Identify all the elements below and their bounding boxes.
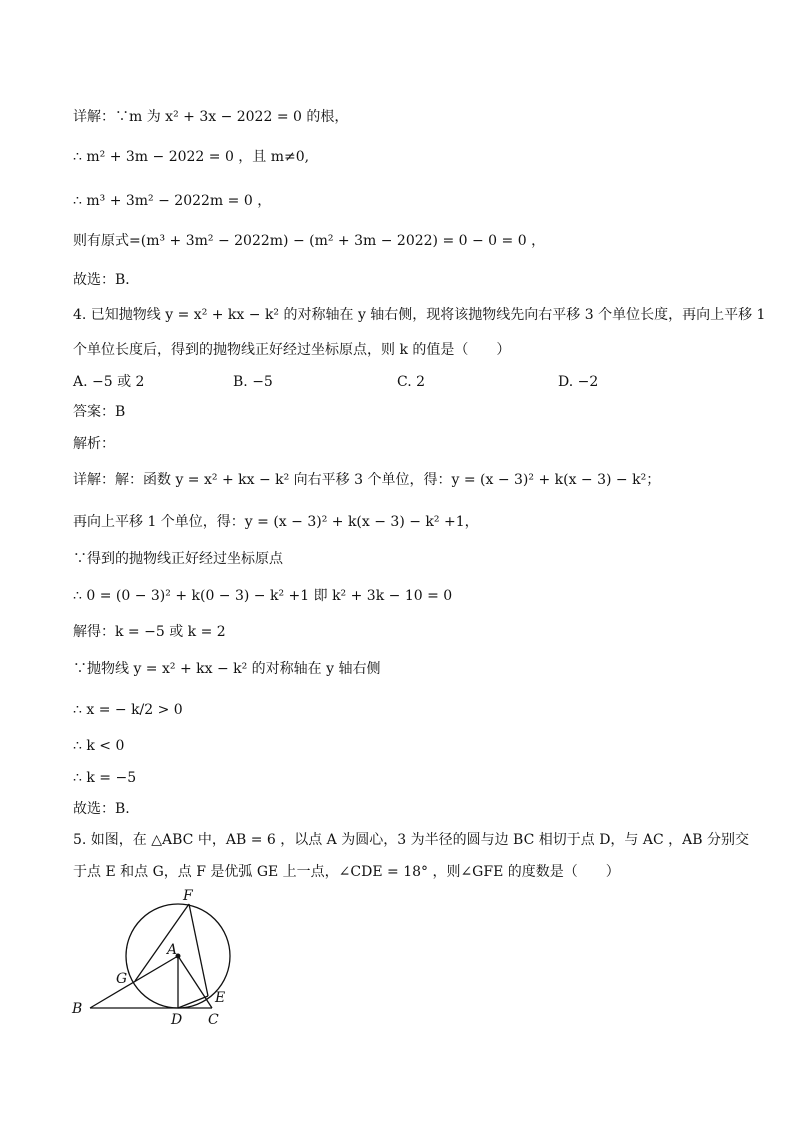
option-d: D. −2 bbox=[558, 374, 599, 390]
option-c: C. 2 bbox=[397, 374, 426, 390]
derivation-line: ∴ k < 0 bbox=[73, 738, 125, 754]
label-f: F bbox=[183, 888, 193, 904]
label-e: E bbox=[215, 990, 226, 1006]
derivation-line: ∴ k = −5 bbox=[73, 770, 137, 786]
derivation-line: 详解：解：函数 y = x² + kx − k² 向右平移 3 个单位，得：y = (x − 3)² + k(x − 3) − k²； bbox=[73, 472, 661, 488]
question-5-line-2: 于点 E 和点 G，点 F 是优弧 GE 上一点，∠CDE = 18° ，则∠GFE 的度数是（ ） bbox=[73, 864, 620, 880]
question-5-line-1: 5. 如图，在 △ABC 中，AB = 6 ，以点 A 为圆心，3 为半径的圆与边 BC 相切于点 D，与 AC ，AB 分别交 bbox=[73, 832, 750, 848]
geometry-figure bbox=[66, 888, 246, 1033]
derivation-line: ∴ m³ + 3m² − 2022m = 0 ， bbox=[73, 193, 272, 209]
derivation-line: ∵抛物线 y = x² + kx − k² 的对称轴在 y 轴右侧 bbox=[73, 661, 381, 677]
analysis-label: 解析： bbox=[73, 436, 115, 452]
label-c: C bbox=[208, 1012, 219, 1028]
derivation-line: 详解：∵m 为 x² + 3x − 2022 = 0 的根， bbox=[73, 109, 349, 125]
segment-ac bbox=[178, 956, 212, 1008]
derivation-line: 则有原式=(m³ + 3m² − 2022m) − (m² + 3m − 2022) = 0 − 0 = 0 ， bbox=[73, 233, 546, 249]
answer-choice-line: 故选：B． bbox=[73, 272, 140, 288]
derivation-line: 再向上平移 1 个单位，得：y = (x − 3)² + k(x − 3) − k² +1， bbox=[73, 514, 479, 530]
question-4-line-1: 4. 已知抛物线 y = x² + kx − k² 的对称轴在 y 轴右侧，现将该抛物线先向右平移 3 个单位长度，再向上平移 1 bbox=[73, 307, 766, 323]
derivation-line: ∴ x = − k/2 > 0 bbox=[73, 702, 183, 718]
derivation-line: ∴ m² + 3m − 2022 = 0 ，且 m≠0, bbox=[73, 149, 310, 165]
option-a: A. −5 或 2 bbox=[73, 374, 145, 390]
label-g: G bbox=[116, 971, 128, 987]
derivation-line: ∴ 0 = (0 − 3)² + k(0 − 3) − k² +1 即 k² + 3k − 10 = 0 bbox=[73, 588, 453, 604]
derivation-line: ∵得到的抛物线正好经过坐标原点 bbox=[73, 551, 283, 567]
option-b: B. −5 bbox=[233, 374, 273, 390]
label-b: B bbox=[72, 1001, 83, 1017]
answer-choice-line: 故选：B. bbox=[73, 801, 130, 817]
segment-ba bbox=[90, 956, 178, 1008]
label-a: A bbox=[167, 942, 178, 958]
derivation-line: 解得：k = −5 或 k = 2 bbox=[73, 624, 226, 640]
question-4-line-2: 个单位长度后，得到的抛物线正好经过坐标原点，则 k 的值是（ ） bbox=[73, 342, 511, 358]
label-d: D bbox=[171, 1012, 183, 1028]
segment-fe bbox=[189, 904, 208, 996]
segment-gf bbox=[135, 904, 189, 981]
answer-label: 答案：B bbox=[73, 404, 126, 420]
